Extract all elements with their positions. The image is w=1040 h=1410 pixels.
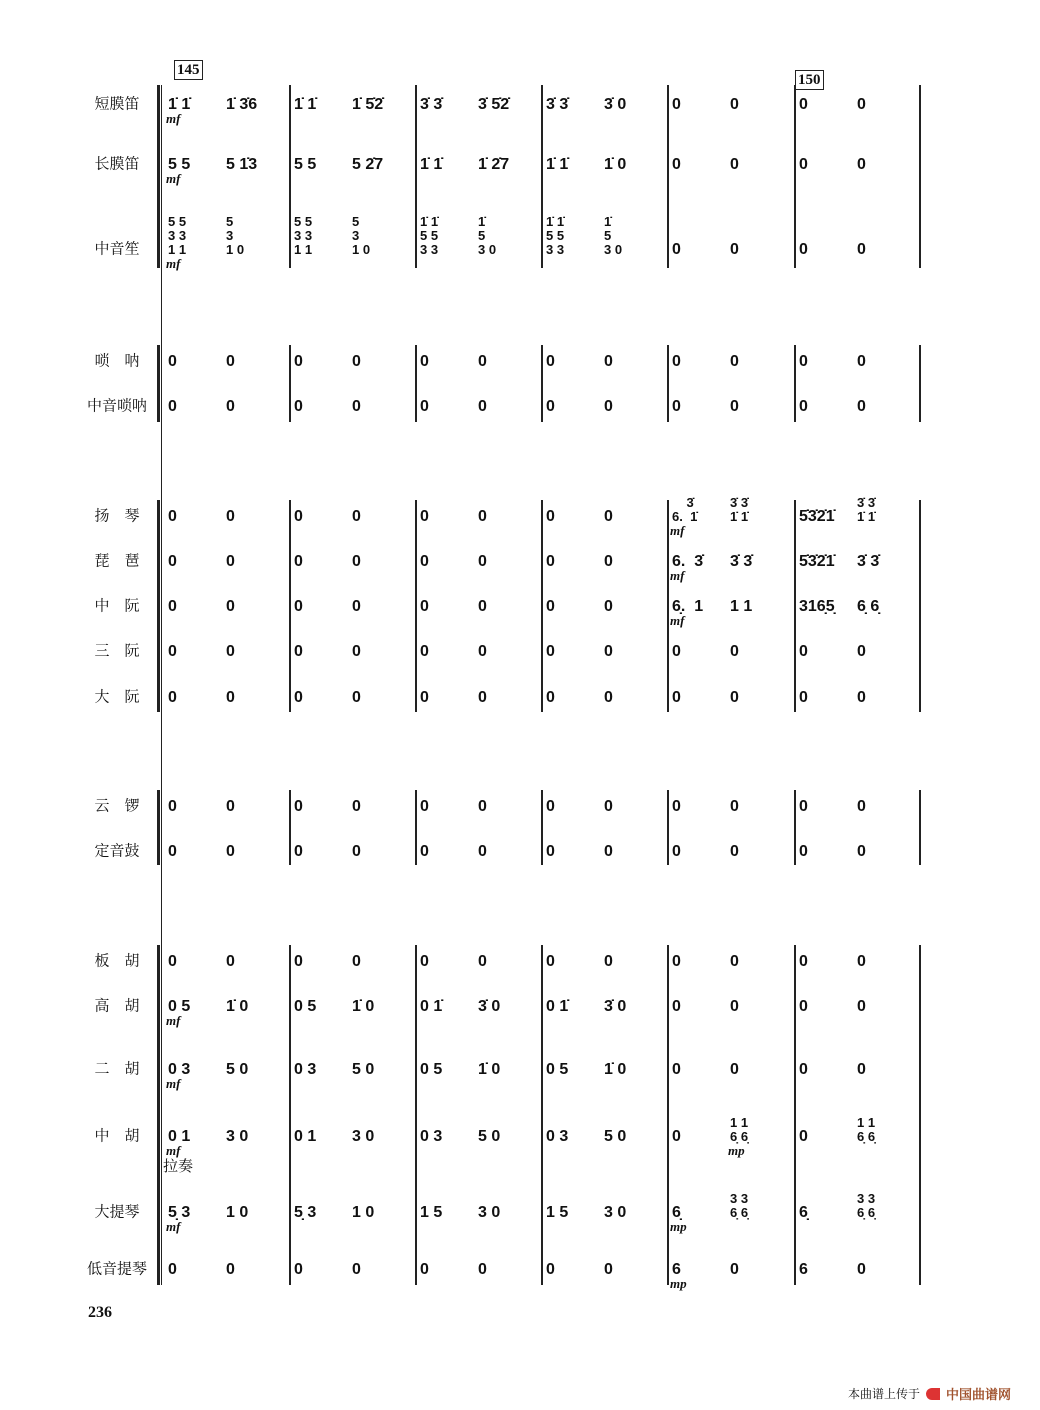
note-beat: 5 0	[226, 1061, 249, 1078]
note-beat: 0	[546, 398, 555, 415]
note-beat: 0	[294, 598, 303, 615]
barline	[289, 945, 291, 1285]
note-beat: 3̇ 3̇	[857, 553, 880, 570]
note-beat: 0	[730, 843, 739, 860]
note-beat: 0 1̇	[420, 998, 443, 1015]
barline	[667, 945, 669, 1285]
note-beat: 5 3 1 0	[226, 214, 245, 257]
instrument-label: 长膜笛	[94, 154, 140, 173]
note-beat: 0 1	[294, 1128, 317, 1145]
note-beat: 0	[857, 398, 866, 415]
group-bracket	[157, 85, 160, 268]
note-beat: 0	[672, 353, 681, 370]
note-beat: 5 0	[604, 1128, 627, 1145]
note-beat: 0 5	[168, 998, 191, 1015]
note-beat: 0	[226, 508, 235, 525]
note-beat: 0	[604, 1261, 613, 1278]
note-beat: 0	[352, 798, 361, 815]
barline	[794, 945, 796, 1285]
note-beat: 0	[857, 998, 866, 1015]
note-beat: 0 5	[420, 1061, 443, 1078]
note-beat: 1̇ 5 3 0	[478, 214, 497, 257]
site-name: 中国曲谱网	[946, 1387, 1012, 1402]
note-beat: 1̇ 1̇ 5 5 3 3	[420, 214, 439, 257]
note-beat: 5 5 3 3 1 1	[168, 214, 187, 257]
dynamic-marking: mf	[166, 1143, 181, 1158]
note-beat: 1̇ 1̇	[420, 156, 443, 173]
instrument-label: 扬 琴	[94, 506, 140, 525]
note-beat: 0	[604, 398, 613, 415]
note-beat: 0	[730, 798, 739, 815]
note-beat: 0	[420, 508, 429, 525]
note-beat: 3̇ 3̇	[546, 96, 569, 113]
note-beat: 0	[478, 643, 487, 660]
note-beat: 5 5	[294, 156, 317, 173]
note-beat: 0	[168, 553, 177, 570]
note-beat: 0	[672, 1128, 681, 1145]
dynamic-marking: mf	[166, 171, 181, 186]
note-beat: 0	[478, 798, 487, 815]
note-beat: 0	[799, 843, 808, 860]
note-beat: 6	[799, 1261, 808, 1278]
note-beat: 3̇ 0	[604, 96, 627, 113]
note-beat: 0	[478, 553, 487, 570]
note-beat: 0	[672, 643, 681, 660]
barline	[541, 945, 543, 1285]
group-bracket	[157, 945, 160, 1285]
instrument-label: 唢 呐	[94, 351, 140, 370]
note-beat: 1̇ 1̇	[546, 156, 569, 173]
note-beat: 0	[226, 598, 235, 615]
note-beat: 3̇ 3̇	[730, 553, 753, 570]
instrument-label: 三 阮	[94, 641, 140, 660]
note-beat: 3 0	[352, 1128, 375, 1145]
note-beat: 0	[857, 643, 866, 660]
note-beat: 0	[420, 689, 429, 706]
note-beat: 0	[226, 353, 235, 370]
barline	[667, 790, 669, 865]
note-beat: 3̇ 3̇ 1̇ 1̇	[730, 495, 749, 524]
note-beat: 6	[672, 1261, 681, 1278]
note-beat: 0	[226, 843, 235, 860]
note-beat: 0	[294, 843, 303, 860]
note-beat: 5̇3̇2̇1̇	[799, 508, 835, 525]
note-beat: 0	[420, 1261, 429, 1278]
note-beat: 0	[857, 689, 866, 706]
note-beat: 1̇ 5 3 0	[604, 214, 623, 257]
barline	[794, 790, 796, 865]
group-bracket	[157, 500, 160, 712]
note-beat: 0 3	[546, 1128, 569, 1145]
note-beat: 0	[294, 953, 303, 970]
note-beat: 3̇ 3̇ 1̇ 1̇	[857, 495, 876, 524]
barline	[415, 500, 417, 712]
note-beat: 0	[420, 643, 429, 660]
note-beat: 0	[294, 553, 303, 570]
note-beat: 0	[857, 353, 866, 370]
note-beat: 5̣ 3	[294, 1204, 317, 1221]
dynamic-marking: mp	[670, 1276, 687, 1291]
note-beat: 1̇ 0	[604, 156, 627, 173]
note-beat: 0	[672, 241, 681, 258]
note-beat: 5 0	[478, 1128, 501, 1145]
note-beat: 0	[352, 689, 361, 706]
note-beat: 0	[420, 798, 429, 815]
note-beat: 0	[478, 508, 487, 525]
note-beat: 0 3	[420, 1128, 443, 1145]
note-beat: 0	[168, 598, 177, 615]
instrument-label: 中音唢呐	[86, 396, 147, 415]
note-beat: 1 5	[420, 1204, 443, 1221]
note-beat: 0	[604, 689, 613, 706]
instrument-label: 中 胡	[94, 1126, 140, 1145]
note-beat: 0	[672, 843, 681, 860]
note-beat: 0	[546, 689, 555, 706]
note-beat: 0	[168, 398, 177, 415]
note-beat: 5̇3̇2̇1̇	[799, 553, 835, 570]
instrument-label: 大 阮	[94, 687, 140, 706]
note-beat: 0	[730, 1261, 739, 1278]
note-beat: 0	[604, 553, 613, 570]
note-beat: 0 5	[294, 998, 317, 1015]
dynamic-marking: mf	[166, 1219, 181, 1234]
note-beat: 0	[672, 398, 681, 415]
barline	[415, 85, 417, 268]
note-beat: 0	[352, 1261, 361, 1278]
barline	[415, 790, 417, 865]
note-beat: 0	[730, 689, 739, 706]
note-beat: 0	[478, 353, 487, 370]
note-beat: 1̇ 1̇	[294, 96, 317, 113]
note-beat: 5̣ 3	[168, 1204, 191, 1221]
note-beat: 3̇ 5̇2̇	[478, 96, 510, 113]
note-beat: 0	[168, 508, 177, 525]
note-beat: 0 1	[168, 1128, 191, 1145]
note-beat: 0 3	[168, 1061, 191, 1078]
note-beat: 0	[226, 689, 235, 706]
note-beat: 6. 3̇	[672, 553, 704, 570]
note-beat: 1̇ 3̇6	[226, 96, 258, 113]
note-beat: 0	[420, 843, 429, 860]
instrument-label: 云 锣	[94, 796, 140, 815]
note-beat: 0 5	[546, 1061, 569, 1078]
note-beat: 0	[672, 998, 681, 1015]
note-beat: 0	[857, 1061, 866, 1078]
note-beat: 0	[672, 798, 681, 815]
note-beat: 0	[672, 953, 681, 970]
note-beat: 0	[799, 241, 808, 258]
note-beat: 3 0	[478, 1204, 501, 1221]
note-beat: 0	[546, 643, 555, 660]
note-beat: 0	[294, 398, 303, 415]
note-beat: 0	[352, 553, 361, 570]
note-beat: 0	[799, 998, 808, 1015]
note-beat: 3 0	[604, 1204, 627, 1221]
note-beat: 0	[168, 1261, 177, 1278]
note-beat: 0	[730, 643, 739, 660]
note-beat: 0	[730, 353, 739, 370]
dynamic-marking: mf	[670, 613, 685, 628]
note-beat: 0	[478, 1261, 487, 1278]
note-beat: 1̇ 1̇	[168, 96, 191, 113]
note-beat: 0	[294, 643, 303, 660]
note-beat: 0	[546, 508, 555, 525]
note-beat: 0	[672, 1061, 681, 1078]
dynamic-marking: mp	[670, 1219, 687, 1234]
note-beat: 1 1 6̣ 6̣	[730, 1115, 749, 1144]
instrument-label: 大提琴	[94, 1202, 140, 1221]
note-beat: 0	[294, 798, 303, 815]
note-beat: 0	[420, 353, 429, 370]
note-beat: 1̇ 0	[478, 1061, 501, 1078]
note-beat: 0	[294, 353, 303, 370]
technique-marking: 拉奏	[163, 1157, 194, 1175]
barline	[541, 345, 543, 422]
barline	[794, 500, 796, 712]
note-beat: 0	[168, 798, 177, 815]
note-beat: 0	[799, 689, 808, 706]
note-beat: 1 1	[730, 598, 753, 615]
note-beat: 0	[730, 156, 739, 173]
dynamic-marking: mf	[166, 1076, 181, 1091]
note-beat: 0	[604, 643, 613, 660]
barline	[794, 85, 796, 268]
note-beat: 0	[857, 1261, 866, 1278]
barline	[415, 345, 417, 422]
note-beat: 0	[672, 156, 681, 173]
note-beat: 0	[168, 353, 177, 370]
note-beat: 0	[478, 689, 487, 706]
note-beat: 0	[226, 798, 235, 815]
note-beat: 0	[294, 508, 303, 525]
note-beat: 0	[799, 398, 808, 415]
note-beat: 0	[168, 643, 177, 660]
instrument-label: 低音提琴	[86, 1259, 147, 1278]
site-logo-icon	[926, 1388, 940, 1400]
note-beat: 0	[857, 241, 866, 258]
note-beat: 0	[857, 953, 866, 970]
rehearsal-mark-145: 145	[174, 60, 203, 80]
note-beat: 0	[730, 1061, 739, 1078]
barline	[919, 345, 921, 422]
note-beat: 5 1̇3	[226, 156, 258, 173]
note-beat: 0	[857, 843, 866, 860]
note-beat: 0	[546, 1261, 555, 1278]
note-beat: 3 3 6̣ 6̣	[857, 1191, 876, 1220]
note-beat: 3 3 6̣ 6̣	[730, 1191, 749, 1220]
note-beat: 0	[478, 953, 487, 970]
note-beat: 0	[672, 689, 681, 706]
note-beat: 6̣ 6̣	[857, 598, 880, 615]
note-beat: 0	[420, 553, 429, 570]
note-beat: 0	[546, 353, 555, 370]
note-beat: 0	[604, 508, 613, 525]
note-beat: 316̣5̣	[799, 598, 835, 615]
note-beat: 0	[168, 843, 177, 860]
note-beat: 0	[168, 689, 177, 706]
note-beat: 1̇ 1̇ 5 5 3 3	[546, 214, 565, 257]
note-beat: 0	[799, 1061, 808, 1078]
note-beat: 0	[730, 998, 739, 1015]
barline	[919, 790, 921, 865]
note-beat: 0	[799, 156, 808, 173]
note-beat: 1̇ 0	[226, 998, 249, 1015]
note-beat: 0	[546, 553, 555, 570]
note-beat: 5 2̇7	[352, 156, 384, 173]
note-beat: 1 0	[352, 1204, 375, 1221]
note-beat: 0	[730, 953, 739, 970]
note-beat: 0	[604, 843, 613, 860]
note-beat: 0	[799, 643, 808, 660]
note-beat: 0	[420, 953, 429, 970]
page-number: 236	[88, 1304, 112, 1321]
system-spine	[161, 85, 162, 1285]
note-beat: 0	[857, 798, 866, 815]
barline	[794, 345, 796, 422]
instrument-label: 短膜笛	[94, 94, 140, 113]
note-beat: 1 1 6̣ 6̣	[857, 1115, 876, 1144]
barline	[667, 85, 669, 268]
note-beat: 1̇ 0	[604, 1061, 627, 1078]
note-beat: 0	[420, 398, 429, 415]
note-beat: 0	[226, 398, 235, 415]
instrument-label: 中音笙	[94, 239, 140, 258]
note-beat: 0	[799, 1128, 808, 1145]
instrument-label: 高 胡	[94, 996, 140, 1015]
note-beat: 0	[546, 953, 555, 970]
note-beat: 0	[294, 1261, 303, 1278]
group-bracket	[157, 345, 160, 422]
note-beat: 0	[478, 398, 487, 415]
note-beat: 0	[352, 508, 361, 525]
note-beat: 5 5 3 3 1 1	[294, 214, 313, 257]
note-beat: 5 3 1 0	[352, 214, 371, 257]
barline	[289, 85, 291, 268]
barline	[541, 85, 543, 268]
note-beat: 0 1̇	[546, 998, 569, 1015]
barline	[919, 945, 921, 1285]
instrument-label: 板 胡	[94, 951, 140, 970]
note-beat: 0	[478, 598, 487, 615]
dynamic-marking: mf	[670, 523, 685, 538]
instrument-label: 定音鼓	[94, 841, 140, 860]
note-beat: 0	[294, 689, 303, 706]
note-beat: 0	[352, 953, 361, 970]
note-beat: 0	[420, 598, 429, 615]
note-beat: 0	[352, 598, 361, 615]
barline	[919, 500, 921, 712]
note-beat: 1 0	[226, 1204, 249, 1221]
note-beat: 0	[546, 798, 555, 815]
note-beat: 3 0	[226, 1128, 249, 1145]
note-beat: 0	[352, 843, 361, 860]
note-beat: 1̇ 5̇2̇	[352, 96, 384, 113]
note-beat: 1̇ 0	[352, 998, 375, 1015]
instrument-label: 中 阮	[94, 596, 140, 615]
barline	[289, 790, 291, 865]
note-beat: 0	[604, 953, 613, 970]
note-beat: 0	[672, 96, 681, 113]
barline	[667, 345, 669, 422]
instrument-label: 二 胡	[94, 1059, 140, 1078]
note-beat: 0	[604, 353, 613, 370]
barline	[541, 790, 543, 865]
note-beat: 3̇ 0	[604, 998, 627, 1015]
note-beat: 6̣	[672, 1204, 681, 1221]
note-beat: 0	[604, 798, 613, 815]
note-beat: 0	[857, 156, 866, 173]
note-beat: 3̇ 6. 1̇	[672, 495, 698, 524]
dynamic-marking: mf	[166, 1013, 181, 1028]
note-beat: 0	[352, 398, 361, 415]
barline	[919, 85, 921, 268]
barline	[415, 945, 417, 1285]
note-beat: 0 3	[294, 1061, 317, 1078]
barline	[667, 500, 669, 712]
note-beat: 6̣	[799, 1204, 808, 1221]
note-beat: 3̇ 0	[478, 998, 501, 1015]
dynamic-marking: mf	[166, 111, 181, 126]
note-beat: 0	[546, 598, 555, 615]
note-beat: 1 5	[546, 1204, 569, 1221]
note-beat: 1̇ 2̇7	[478, 156, 510, 173]
note-beat: 0	[226, 553, 235, 570]
footer-text: 本曲谱上传于	[848, 1387, 921, 1401]
note-beat: 0	[546, 843, 555, 860]
note-beat: 0	[730, 241, 739, 258]
note-beat: 6̣. 1	[672, 598, 704, 615]
footer-watermark	[848, 1384, 1011, 1403]
note-beat: 0	[352, 643, 361, 660]
dynamic-marking: mf	[166, 256, 181, 271]
note-beat: 0	[857, 96, 866, 113]
note-beat: 0	[478, 843, 487, 860]
note-beat: 0	[799, 798, 808, 815]
note-beat: 5 0	[352, 1061, 375, 1078]
note-beat: 0	[730, 398, 739, 415]
dynamic-marking: mf	[670, 568, 685, 583]
note-beat: 3̇ 3̇	[420, 96, 443, 113]
note-beat: 0	[799, 96, 808, 113]
note-beat: 0	[226, 953, 235, 970]
note-beat: 5 5	[168, 156, 191, 173]
instrument-label: 琵 琶	[94, 551, 140, 570]
dynamic-marking: mp	[728, 1143, 745, 1158]
note-beat: 0	[604, 598, 613, 615]
note-beat: 0	[226, 643, 235, 660]
note-beat: 0	[730, 96, 739, 113]
note-beat: 0	[352, 353, 361, 370]
rehearsal-mark-150: 150	[795, 70, 824, 90]
note-beat: 0	[168, 953, 177, 970]
note-beat: 0	[226, 1261, 235, 1278]
note-beat: 0	[799, 953, 808, 970]
barline	[289, 345, 291, 422]
barline	[541, 500, 543, 712]
note-beat: 0	[799, 353, 808, 370]
barline	[289, 500, 291, 712]
group-bracket	[157, 790, 160, 865]
